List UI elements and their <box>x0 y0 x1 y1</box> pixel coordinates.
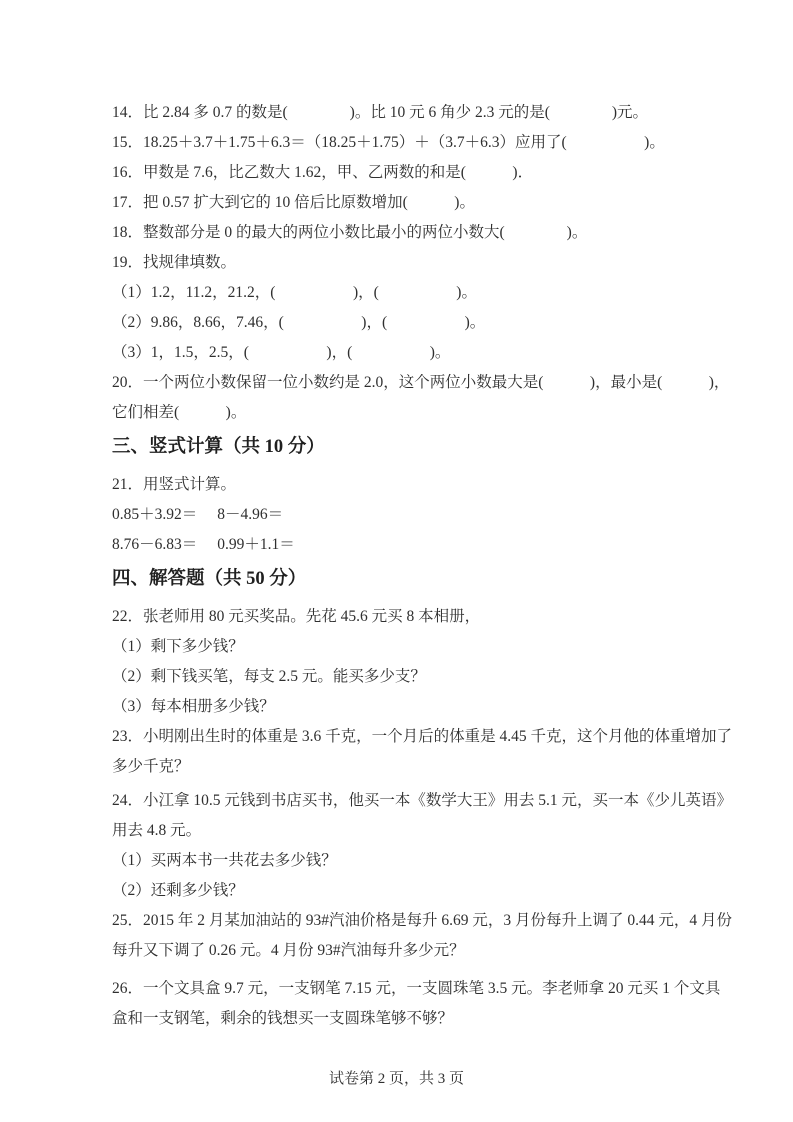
question-26-line-1: 26．一个文具盒 9.7 元，一支钢笔 7.15 元，一支圆珠笔 3.5 元。李老师拿 20 元买 1 个文具 <box>112 980 721 997</box>
question-22-item-3: （3）每本相册多少钱？ <box>112 698 275 715</box>
question-19-item-2: （2）9.86，8.66，7.46，( )，( )。 <box>112 314 486 331</box>
question-24-line-2: 用去 4.8 元。 <box>112 822 202 839</box>
question-23-line-1: 23．小明刚出生时的体重是 3.6 千克，一个月后的体重是 4.45 千克，这个月他的体重增加了 <box>112 728 733 745</box>
question-24-item-2: （2）还剩多少钱？ <box>112 882 244 899</box>
calc-row-1 <box>112 500 712 530</box>
question-22-item-2: （2）剩下钱买笔，每支 2.5 元。能买多少支？ <box>112 668 426 685</box>
question-23-line-2: 多少千克？ <box>112 758 190 775</box>
calc-expression-3: 8.76－6.83＝ <box>112 536 198 553</box>
question-16: 16．甲数是 7.6，比乙数大 1.62，甲、乙两数的和是( )． <box>112 164 534 181</box>
calc-row-2 <box>112 530 712 560</box>
question-19-intro: 19．找规律填数。 <box>112 254 237 271</box>
question-25-line-2: 每升又下调了 0.26 元。4 月份 93#汽油每升多少元？ <box>112 942 465 959</box>
calc-expression-2: 8－4.96＝ <box>217 506 284 523</box>
question-22-item-1: （1）剩下多少钱？ <box>112 638 244 655</box>
question-19-item-1: （1）1.2，11.2，21.2，( )，( )。 <box>112 284 477 301</box>
exam-content <box>112 98 733 1034</box>
question-22-intro: 22．张老师用 80 元买奖品。先花 45.6 元买 8 本相册， <box>112 608 481 625</box>
page-footer: 试卷第 2 页，共 3 页 <box>328 1071 464 1087</box>
section-4-heading: 四、解答题（共 50 分） <box>112 569 307 589</box>
question-24-line-1: 24．小江拿 10.5 元钱到书店买书，他买一本《数学大王》用去 5.1 元，买一本《少儿英语》 <box>112 792 733 809</box>
question-21-intro: 21．用竖式计算。 <box>112 476 237 493</box>
question-25-line-1: 25．2015 年 2 月某加油站的 93#汽油价格是每升 6.69 元，3 月份每升上调了 0.44 元，4 月份 <box>112 912 733 929</box>
question-14: 14．比 2.84 多 0.7 的数是( )。比 10 元 6 角少 2.3 元的是( )元。 <box>112 104 649 121</box>
question-20-line-1: 20．一个两位小数保留一位小数约是 2.0，这个两位小数最大是( )，最小是( )， <box>112 374 730 391</box>
question-15: 15．18.25＋3.7＋1.75＋6.3＝（18.25＋1.75）＋（3.7＋6.3）应用了( )。 <box>112 134 665 151</box>
question-20-line-2: 它们相差( )。 <box>112 404 247 421</box>
calc-expression-1: 0.85＋3.92＝ <box>112 506 198 523</box>
calc-expression-4: 0.99＋1.1＝ <box>217 536 295 553</box>
question-19-item-3: （3）1，1.5，2.5，( )，( )。 <box>112 344 451 361</box>
section-3-heading: 三、竖式计算（共 10 分） <box>112 437 325 457</box>
question-18: 18．整数部分是 0 的最大的两位小数比最小的两位小数大( )。 <box>112 224 588 241</box>
question-24-item-1: （1）买两本书一共花去多少钱？ <box>112 852 337 869</box>
question-17: 17．把 0.57 扩大到它的 10 倍后比原数增加( )。 <box>112 194 475 211</box>
question-26-line-2: 盒和一支钢笔，剩余的钱想买一支圆珠笔够不够？ <box>112 1010 454 1027</box>
